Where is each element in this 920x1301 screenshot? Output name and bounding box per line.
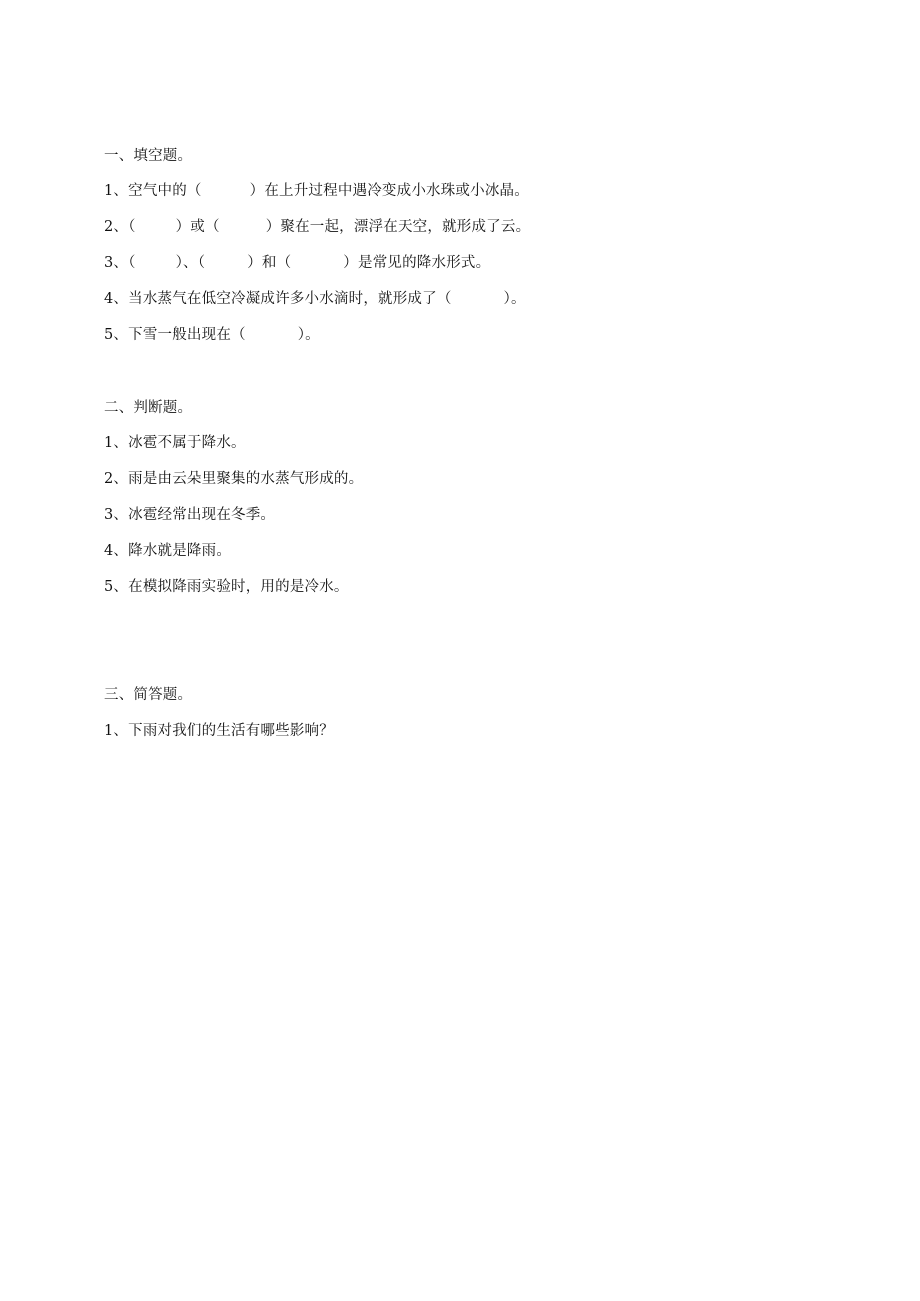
question-text: ）和（ bbox=[247, 255, 292, 271]
question-text: 5、下雪一般出现在（ bbox=[104, 327, 246, 343]
fill-blank-question-1 bbox=[104, 181, 529, 201]
true-false-question-2: 2、雨是由云朵里聚集的水蒸气形成的。 bbox=[104, 471, 364, 487]
question-text: ）或（ bbox=[175, 219, 220, 235]
question-text: 1、空气中的（ bbox=[104, 183, 202, 199]
true-false-question-4: 4、降水就是降雨。 bbox=[104, 543, 232, 559]
question-text: ）。 bbox=[297, 327, 320, 343]
question-text: 4、当水蒸气在低空冷凝成许多小水滴时，就形成了（ bbox=[104, 291, 452, 307]
short-answer-question-1: 1、下雨对我们的生活有哪些影响？ bbox=[104, 723, 334, 739]
true-false-question-5: 5、在模拟降雨实验时，用的是冷水。 bbox=[104, 579, 349, 595]
question-text: ）在上升过程中遇冷变成小水珠或小冰晶。 bbox=[249, 183, 529, 199]
question-text: ）是常见的降水形式。 bbox=[343, 255, 491, 271]
section-heading-fill-blank: 一、填空题。 bbox=[104, 148, 193, 164]
fill-blank-question-2 bbox=[104, 217, 530, 237]
section-heading-short-answer: 三、简答题。 bbox=[104, 687, 193, 703]
question-text: ）。 bbox=[503, 291, 526, 307]
true-false-question-1: 1、冰雹不属于降水。 bbox=[104, 435, 246, 451]
question-text: 2、（ bbox=[104, 219, 136, 235]
fill-blank-question-4 bbox=[104, 289, 526, 309]
fill-blank-question-3 bbox=[104, 253, 490, 273]
fill-blank-question-5 bbox=[104, 325, 320, 345]
question-text: 3、（ bbox=[104, 255, 136, 271]
question-text: ）、（ bbox=[175, 255, 206, 271]
true-false-question-3: 3、冰雹经常出现在冬季。 bbox=[104, 507, 276, 523]
question-text: ）聚在一起，漂浮在天空，就形成了云。 bbox=[265, 219, 531, 235]
section-heading-true-false: 二、判断题。 bbox=[104, 400, 193, 416]
